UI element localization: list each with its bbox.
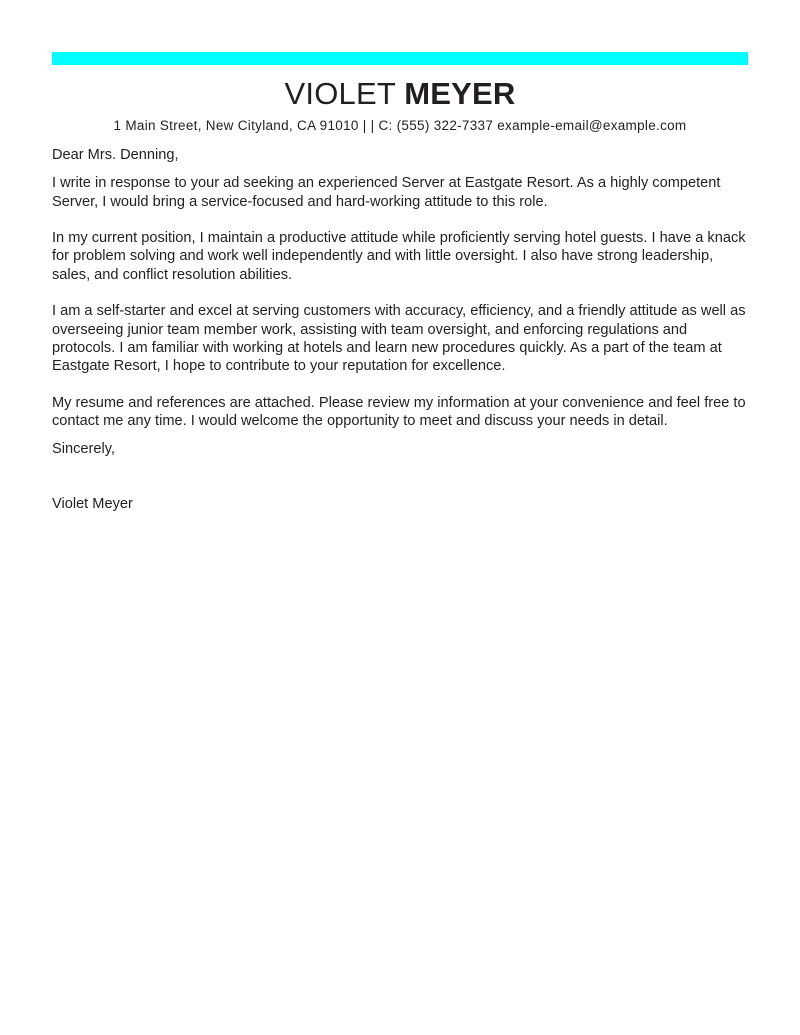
letter-body <box>52 146 752 514</box>
closing: Sincerely, <box>52 441 115 458</box>
paragraph: In my current position, I maintain a productive attitude while proficiently serving hotel guests. I have a knack for problem solving and work well independently and with little oversight. I also have strong leadership, sales, and conflict resolution abilities. <box>52 230 746 283</box>
first-name: VIOLET <box>284 76 396 111</box>
paragraph: I write in response to your ad seeking an experienced Server at Eastgate Resort. As a highly competent Server, I would bring a service-focused and hard-working attitude to this role. <box>52 175 721 210</box>
signature: Violet Meyer <box>52 496 133 513</box>
paragraph: I am a self-starter and excel at serving customers with accuracy, efficiency, and a friendly attitude as well as overseeing junior team member work, assisting with team oversight, and enforcing regulations and protocols. I am familiar with working at hotels and learn new procedures quickly. As a part of the team at Eastgate Resort, I hope to contribute to your reputation for excellence. <box>52 303 746 375</box>
applicant-name <box>52 74 748 114</box>
salutation: Dear Mrs. Denning, <box>52 147 179 163</box>
last-name: MEYER <box>404 76 516 111</box>
contact-line: 1 Main Street, New Cityland, CA 91010 | | C: (555) 322-7337 example-email@example.com <box>113 118 687 133</box>
accent-bar <box>52 52 748 65</box>
paragraph: My resume and references are attached. Please review my information at your convenience and feel free to contact me any time. I would welcome the opportunity to meet and discuss your needs in detail. <box>52 394 746 430</box>
